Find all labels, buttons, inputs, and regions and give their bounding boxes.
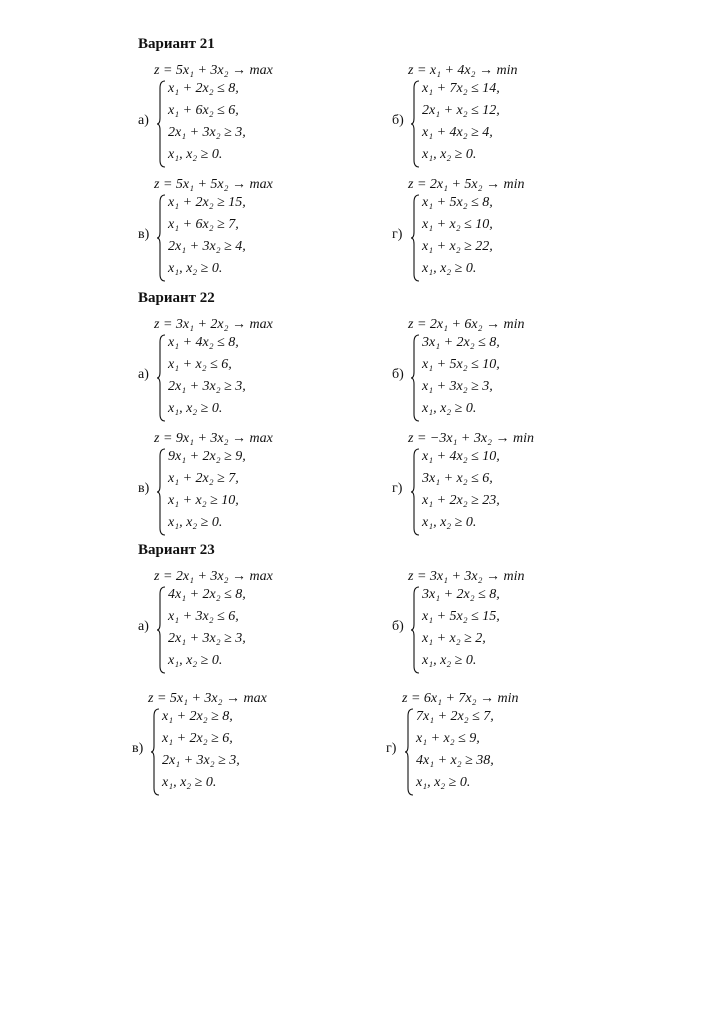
constraint: 2x₁ + 3x₂ ≥ 4, bbox=[168, 239, 246, 254]
problem-label: в) bbox=[132, 741, 144, 756]
constraint-system bbox=[410, 194, 610, 282]
constraint: x₁ + x₂ ≤ 6, bbox=[168, 357, 232, 372]
constraint: x₁ + 5x₂ ≤ 10, bbox=[422, 357, 500, 372]
problem-23-g bbox=[386, 690, 626, 808]
constraint: x₁ + 3x₂ ≥ 3, bbox=[422, 379, 493, 394]
constraint: x₁, x₂ ≥ 0. bbox=[422, 653, 477, 668]
constraint: x₁ + 3x₂ ≤ 6, bbox=[168, 609, 239, 624]
objective-function: z = 9x₁ + 3x₂ → max bbox=[154, 431, 273, 446]
constraint: x₁ + x₂ ≥ 2, bbox=[422, 631, 486, 646]
constraint: x₁, x₂ ≥ 0. bbox=[422, 401, 477, 416]
constraint-system bbox=[156, 448, 356, 536]
brace-icon bbox=[404, 708, 414, 796]
problem-label: а) bbox=[138, 619, 149, 634]
constraint: x₁, x₂ ≥ 0. bbox=[168, 261, 223, 276]
problem-22-a bbox=[138, 316, 378, 434]
constraint-system bbox=[156, 194, 356, 282]
variant-heading: Вариант 22 bbox=[138, 290, 215, 306]
constraint: 4x₁ + 2x₂ ≤ 8, bbox=[168, 587, 246, 602]
constraint: x₁ + 2x₂ ≥ 6, bbox=[162, 731, 233, 746]
problem-label: в) bbox=[138, 227, 150, 242]
problem-label: б) bbox=[392, 367, 404, 382]
constraint: x₁ + 2x₂ ≥ 8, bbox=[162, 709, 233, 724]
objective-function: z = 6x₁ + 7x₂ → min bbox=[402, 691, 519, 706]
constraint: 2x₁ + 3x₂ ≥ 3, bbox=[162, 753, 240, 768]
constraint-system bbox=[404, 708, 604, 796]
objective-function: z = −3x₁ + 3x₂ → min bbox=[408, 431, 534, 446]
brace-icon bbox=[410, 448, 420, 536]
variant-heading: Вариант 21 bbox=[138, 36, 215, 52]
problem-label: а) bbox=[138, 367, 149, 382]
constraint: x₁ + 6x₂ ≤ 6, bbox=[168, 103, 239, 118]
variant-heading: Вариант 23 bbox=[138, 542, 215, 558]
constraint: x₁ + 2x₂ ≥ 7, bbox=[168, 471, 239, 486]
constraint-system bbox=[156, 80, 356, 168]
problem-label: б) bbox=[392, 619, 404, 634]
problem-21-b bbox=[392, 62, 632, 180]
constraint: 7x₁ + 2x₂ ≤ 7, bbox=[416, 709, 494, 724]
constraint: 2x₁ + 3x₂ ≥ 3, bbox=[168, 631, 246, 646]
constraint: 2x₁ + x₂ ≤ 12, bbox=[422, 103, 500, 118]
problem-label: г) bbox=[386, 741, 397, 756]
constraint: x₁ + 5x₂ ≤ 8, bbox=[422, 195, 493, 210]
constraint: 3x₁ + x₂ ≤ 6, bbox=[422, 471, 493, 486]
problem-22-v bbox=[138, 430, 378, 548]
constraint-system bbox=[410, 80, 610, 168]
constraint: x₁, x₂ ≥ 0. bbox=[422, 147, 477, 162]
constraint: x₁ + x₂ ≥ 10, bbox=[168, 493, 239, 508]
problem-22-g bbox=[392, 430, 632, 548]
constraint: x₁ + x₂ ≤ 9, bbox=[416, 731, 480, 746]
brace-icon bbox=[150, 708, 160, 796]
brace-icon bbox=[410, 194, 420, 282]
problem-21-v bbox=[138, 176, 378, 294]
constraint: 2x₁ + 3x₂ ≥ 3, bbox=[168, 379, 246, 394]
constraint: x₁, x₂ ≥ 0. bbox=[168, 515, 223, 530]
objective-function: z = 5x₁ + 3x₂ → max bbox=[154, 63, 273, 78]
constraint-system bbox=[410, 334, 610, 422]
constraint: x₁ + 2x₂ ≤ 8, bbox=[168, 81, 239, 96]
objective-function: z = 2x₁ + 6x₂ → min bbox=[408, 317, 525, 332]
objective-function: z = x₁ + 4x₂ → min bbox=[408, 63, 518, 78]
brace-icon bbox=[410, 586, 420, 674]
constraint: x₁, x₂ ≥ 0. bbox=[416, 775, 471, 790]
constraint: x₁ + 2x₂ ≥ 23, bbox=[422, 493, 500, 508]
problem-label: г) bbox=[392, 481, 403, 496]
constraint-system bbox=[156, 586, 356, 674]
objective-function: z = 3x₁ + 2x₂ → max bbox=[154, 317, 273, 332]
problem-23-v bbox=[132, 690, 372, 808]
objective-function: z = 5x₁ + 5x₂ → max bbox=[154, 177, 273, 192]
brace-icon bbox=[156, 194, 166, 282]
constraint-system bbox=[410, 586, 610, 674]
constraint: x₁, x₂ ≥ 0. bbox=[422, 515, 477, 530]
constraint: x₁ + 5x₂ ≤ 15, bbox=[422, 609, 500, 624]
constraint-system bbox=[150, 708, 350, 796]
objective-function: z = 2x₁ + 3x₂ → max bbox=[154, 569, 273, 584]
constraint: x₁ + 2x₂ ≥ 15, bbox=[168, 195, 246, 210]
constraint: x₁, x₂ ≥ 0. bbox=[162, 775, 217, 790]
constraint: 9x₁ + 2x₂ ≥ 9, bbox=[168, 449, 246, 464]
objective-function: z = 2x₁ + 5x₂ → min bbox=[408, 177, 525, 192]
brace-icon bbox=[156, 334, 166, 422]
constraint: x₁, x₂ ≥ 0. bbox=[168, 401, 223, 416]
constraint: 3x₁ + 2x₂ ≤ 8, bbox=[422, 587, 500, 602]
brace-icon bbox=[156, 586, 166, 674]
objective-function: z = 3x₁ + 3x₂ → min bbox=[408, 569, 525, 584]
constraint: 3x₁ + 2x₂ ≤ 8, bbox=[422, 335, 500, 350]
problem-label: б) bbox=[392, 113, 404, 128]
constraint: x₁, x₂ ≥ 0. bbox=[422, 261, 477, 276]
problem-22-b bbox=[392, 316, 632, 434]
constraint: 4x₁ + x₂ ≥ 38, bbox=[416, 753, 494, 768]
constraint: x₁ + 4x₂ ≤ 10, bbox=[422, 449, 500, 464]
constraint: x₁, x₂ ≥ 0. bbox=[168, 147, 223, 162]
constraint-system bbox=[410, 448, 610, 536]
problem-label: в) bbox=[138, 481, 150, 496]
brace-icon bbox=[156, 448, 166, 536]
constraint: x₁ + 4x₂ ≥ 4, bbox=[422, 125, 493, 140]
problem-label: а) bbox=[138, 113, 149, 128]
problem-label: г) bbox=[392, 227, 403, 242]
constraint: x₁ + 4x₂ ≤ 8, bbox=[168, 335, 239, 350]
problem-21-a bbox=[138, 62, 378, 180]
constraint-system bbox=[156, 334, 356, 422]
brace-icon bbox=[410, 334, 420, 422]
constraint: x₁ + x₂ ≥ 22, bbox=[422, 239, 493, 254]
brace-icon bbox=[410, 80, 420, 168]
constraint: 2x₁ + 3x₂ ≥ 3, bbox=[168, 125, 246, 140]
constraint: x₁ + 7x₂ ≤ 14, bbox=[422, 81, 500, 96]
constraint: x₁ + x₂ ≤ 10, bbox=[422, 217, 493, 232]
problem-23-b bbox=[392, 568, 632, 686]
constraint: x₁, x₂ ≥ 0. bbox=[168, 653, 223, 668]
problem-23-a bbox=[138, 568, 378, 686]
brace-icon bbox=[156, 80, 166, 168]
constraint: x₁ + 6x₂ ≥ 7, bbox=[168, 217, 239, 232]
problem-21-g bbox=[392, 176, 632, 294]
objective-function: z = 5x₁ + 3x₂ → max bbox=[148, 691, 267, 706]
